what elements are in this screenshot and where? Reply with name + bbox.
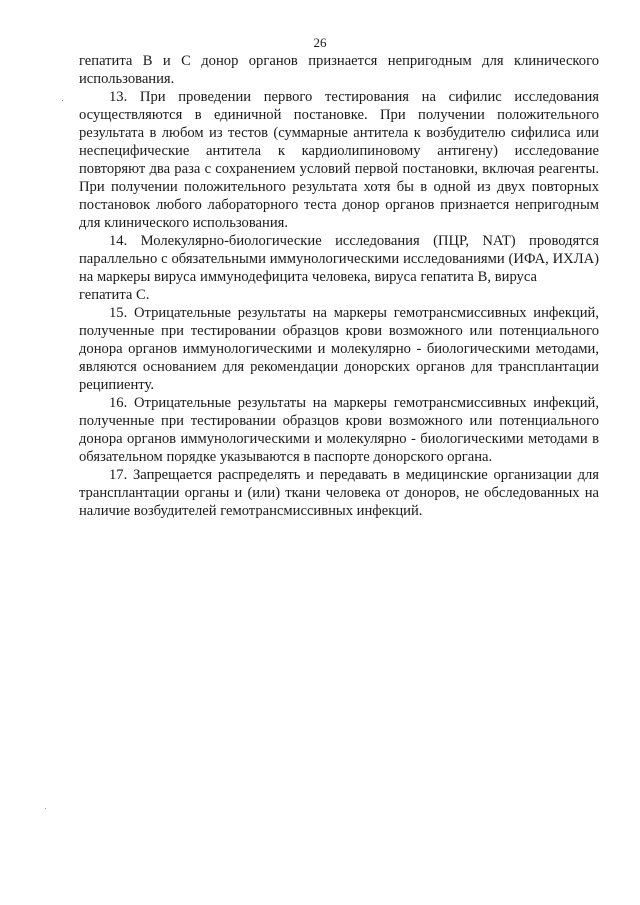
paragraph-13: 13. При проведении первого тестирования на сифилис исследования осуществляются в единичной постановке. При получении положительного результата в любом из тестов (суммарные антитела к возбудителю сифилиса или неспецифические антитела к кардиолипиновому антигену) исследование повторяют два раза с сохранением условий первой постановки, включая реагенты. При получении положительного результата хотя бы в одной из двух повторных постановок любого лабораторного теста донор органов признается непригодным для клинического использования. <box>79 89 599 231</box>
paragraph-14-text: 14. Молекулярно-биологические исследования (ПЦР, NAT) проводятся параллельно с обязательными иммунологическими исследованиями (ИФА, ИХЛА) на маркеры вируса иммунодефицита человека, вируса гепатита В, вируса <box>79 233 599 285</box>
scan-speck <box>45 808 46 809</box>
page-number: 26 <box>313 35 327 50</box>
paragraph-15: 15. Отрицательные результаты на маркеры гемотрансмиссивных инфекций, полученные при тестировании образцов крови возможного или потенциального донора органов иммунологическими и молекулярно - биологическими методами, являются основанием для рекомендации донорских органов для трансплантации реципиенту. <box>79 305 599 393</box>
paragraph-14-tail: гепатита С. <box>79 287 150 303</box>
paragraph-17: 17. Запрещается распределять и передавать в медицинские организации для трансплантации органы и (или) ткани человека от доноров, не обследованных на наличие возбудителей гемотрансмиссивных инфекций. <box>79 467 599 519</box>
document-body <box>79 52 599 520</box>
paragraph-continuation: гепатита В и С донор органов признается непригодным для клинического использования. <box>79 53 599 87</box>
paragraph-16: 16. Отрицательные результаты на маркеры гемотрансмиссивных инфекций, полученные при тестировании образцов крови возможного или потенциального донора органов иммунологическими и молекулярно - биологическими методами в обязательном порядке указываются в паспорте донорского органа. <box>79 395 599 465</box>
scan-speck <box>62 100 63 101</box>
paragraph-14 <box>79 232 599 304</box>
